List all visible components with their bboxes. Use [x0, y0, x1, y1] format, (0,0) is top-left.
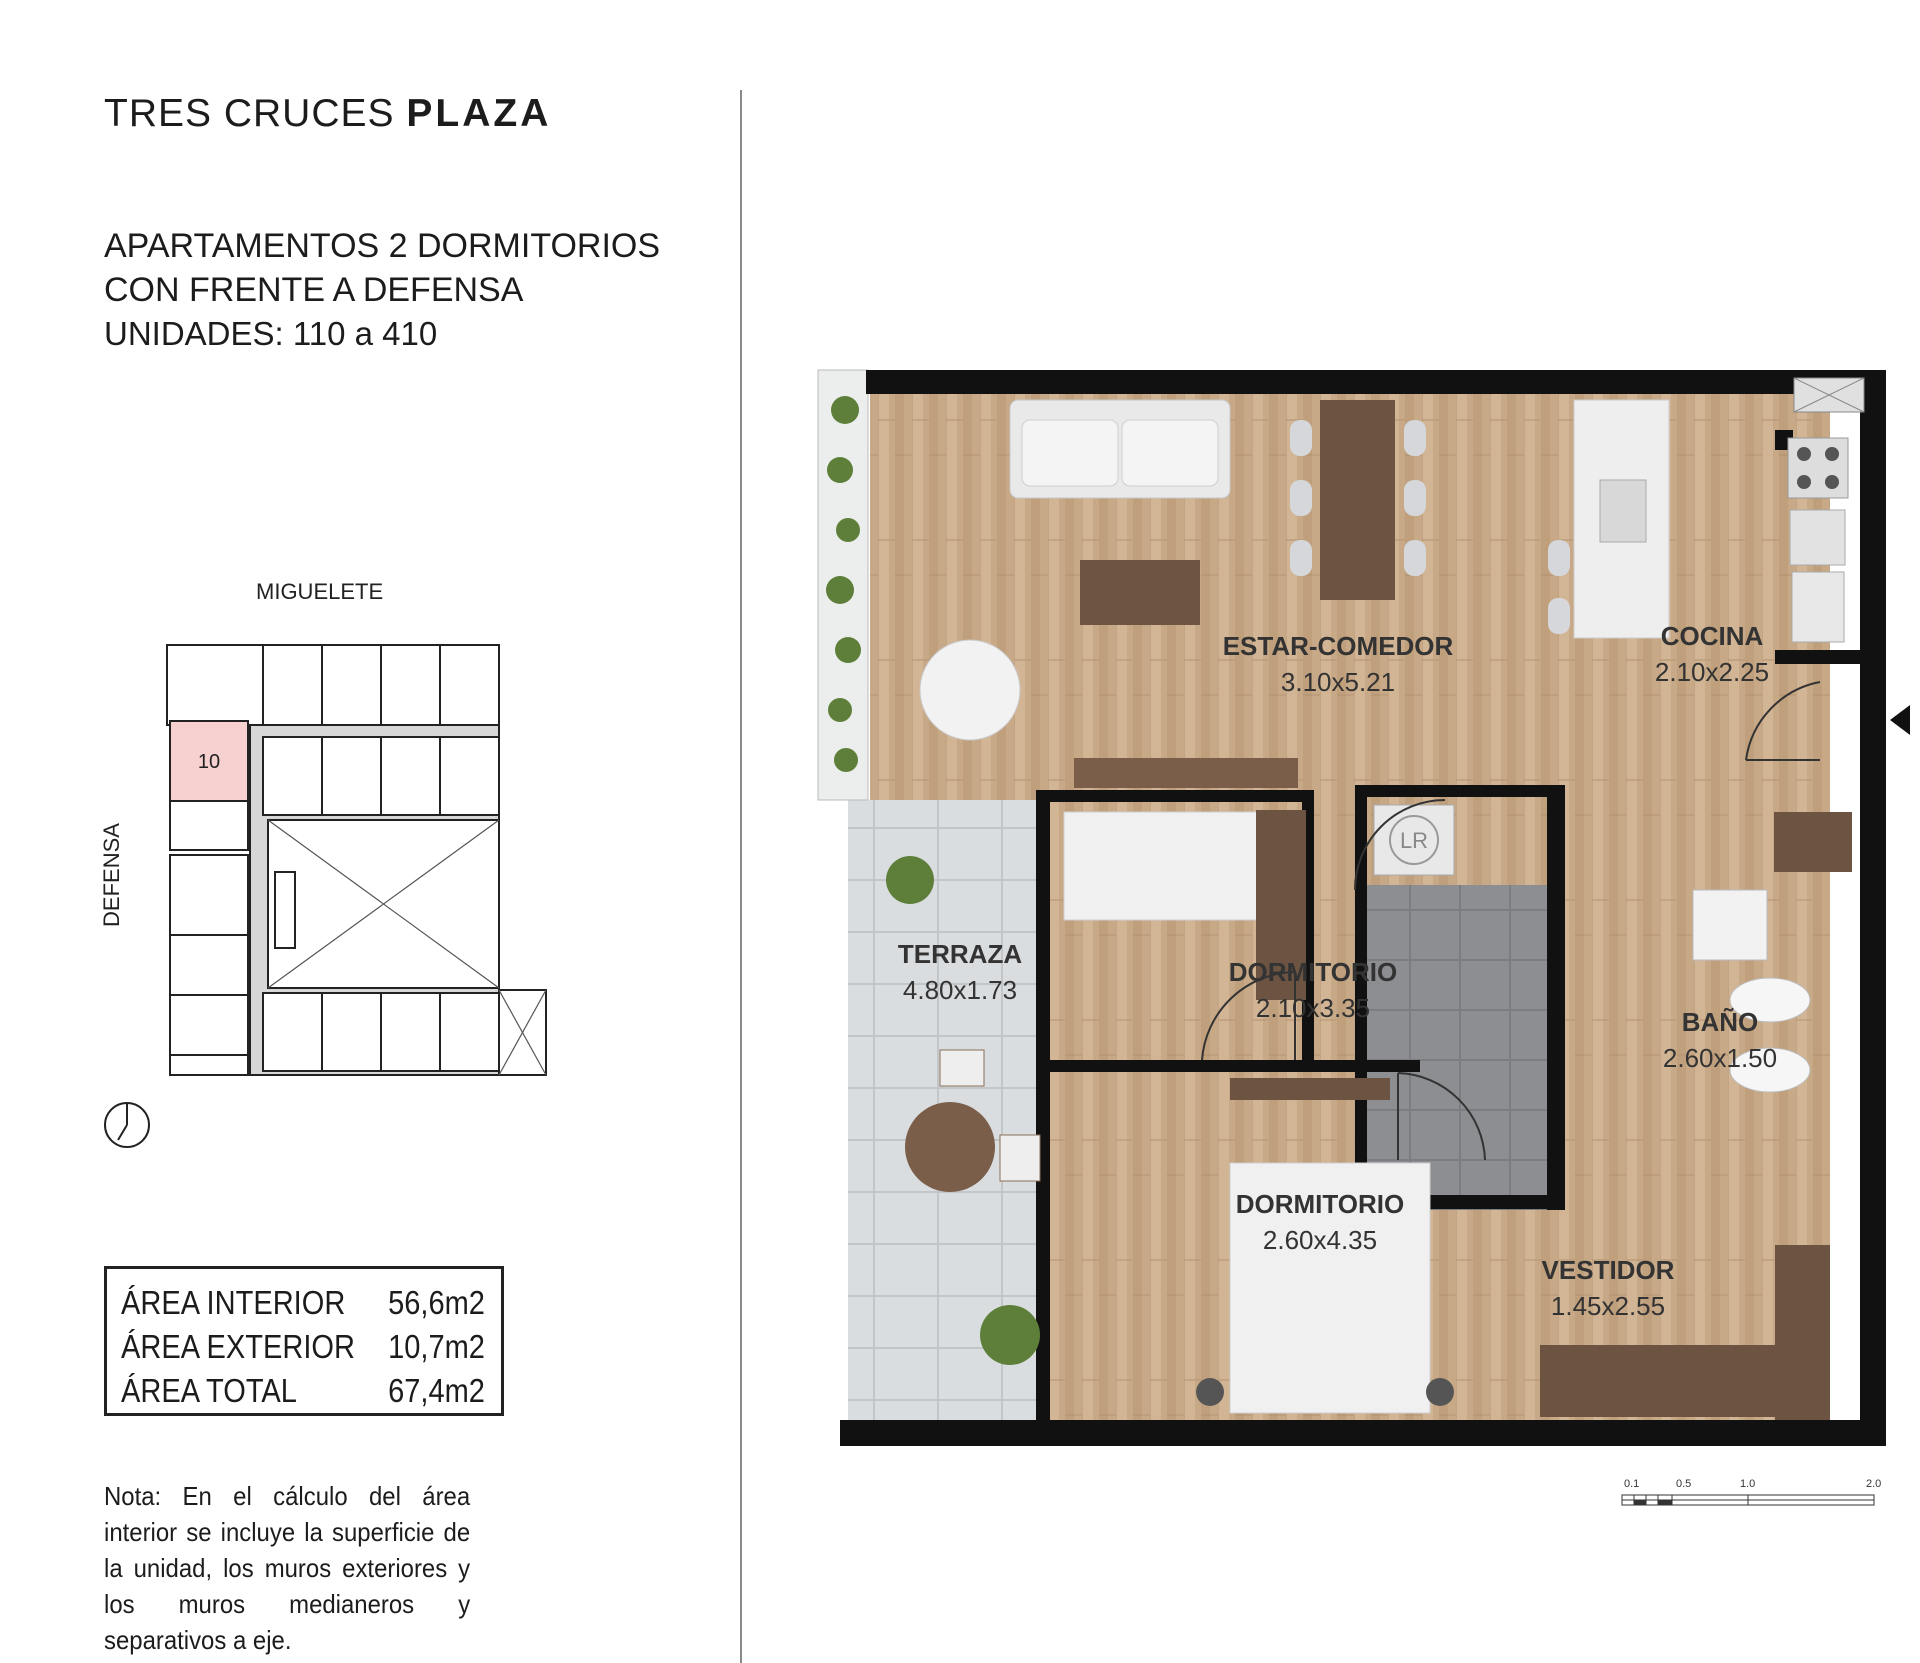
area-row [121, 1281, 485, 1325]
units-range: UNIDADES: 110 a 410 [104, 315, 438, 352]
entrance-arrow-icon [1890, 705, 1910, 735]
dining-table [1320, 400, 1395, 600]
area-label: ÁREA TOTAL [121, 1372, 297, 1409]
lamp-icon [1196, 1378, 1224, 1406]
coffee-table [1080, 560, 1200, 625]
area-value: 10,7m2 [388, 1328, 485, 1365]
key-plan [160, 640, 560, 1080]
area-label: ÁREA INTERIOR [121, 1284, 346, 1321]
area-label: ÁREA EXTERIOR [121, 1328, 355, 1365]
area-table [104, 1266, 504, 1416]
keyplan-left-cell [170, 795, 248, 850]
scale-tick-label: 2.0 [1866, 1478, 1882, 1490]
lamp-icon [1426, 1378, 1454, 1406]
room-label-vestidor: VESTIDOR 1.45x2.55 [1541, 1255, 1675, 1321]
scale-tick-label: 0.5 [1676, 1478, 1692, 1490]
terrace-table [905, 1102, 995, 1192]
scale-bar [1620, 1492, 1880, 1510]
floor-plan [810, 360, 1910, 1450]
terrace-chair [1000, 1135, 1040, 1181]
closet-shelves [1540, 1345, 1785, 1417]
room-label-cocina: COCINA 2.10x2.25 [1654, 621, 1770, 687]
room-label-bano: BAÑO 2.60x1.50 [1662, 1007, 1778, 1073]
armchair [920, 640, 1020, 740]
area-row [121, 1369, 485, 1413]
sink-icon [1600, 480, 1646, 542]
scale-tick-label: 1.0 [1740, 1478, 1756, 1490]
washer-label: LR [1399, 828, 1429, 853]
bed-single [1064, 812, 1284, 920]
tv-unit-2 [1230, 1078, 1390, 1100]
room-label-estar: ESTAR-COMEDOR 3.10x5.21 [1222, 631, 1454, 697]
area-row [121, 1325, 485, 1369]
street-label-top: MIGUELETE [256, 579, 384, 604]
heading-line-2: CON FRENTE A DEFENSA [104, 271, 524, 309]
room-label-terraza: TERRAZA 4.80x1.73 [897, 939, 1023, 1005]
column-divider [740, 90, 742, 1663]
area-note: Nota: En el cálculo del área interior se incluye la superficie de la unidad, los muros exteriores y los muros medianeros y separativos a eje. [104, 1481, 471, 1655]
bath-sink-icon [1693, 890, 1767, 960]
north-icon [102, 1100, 152, 1150]
street-label-left: DEFENSA [98, 823, 124, 927]
terrace-chair [940, 1050, 984, 1086]
scale-tick-label: 0.1 [1624, 1478, 1640, 1490]
area-value: 56,6m2 [388, 1284, 485, 1321]
page-heading [104, 224, 660, 356]
bathroom-floor [1355, 885, 1565, 1210]
tv-unit [1074, 758, 1298, 788]
room-label-dormitorio-1: DORMITORIO 2.10x3.35 [1228, 957, 1398, 1023]
area-value: 67,4m2 [388, 1372, 485, 1409]
cooktop-icon [1788, 438, 1848, 498]
brand-light: TRES CRUCES [104, 92, 395, 135]
brand-logo [104, 92, 551, 136]
fridge [1792, 572, 1844, 642]
heading-line-1: APARTAMENTOS 2 DORMITORIOS [104, 227, 661, 265]
unit-number: 10 [197, 751, 221, 773]
brand-bold: PLAZA [406, 92, 552, 135]
room-label-dormitorio-2: DORMITORIO 2.60x4.35 [1235, 1189, 1405, 1255]
